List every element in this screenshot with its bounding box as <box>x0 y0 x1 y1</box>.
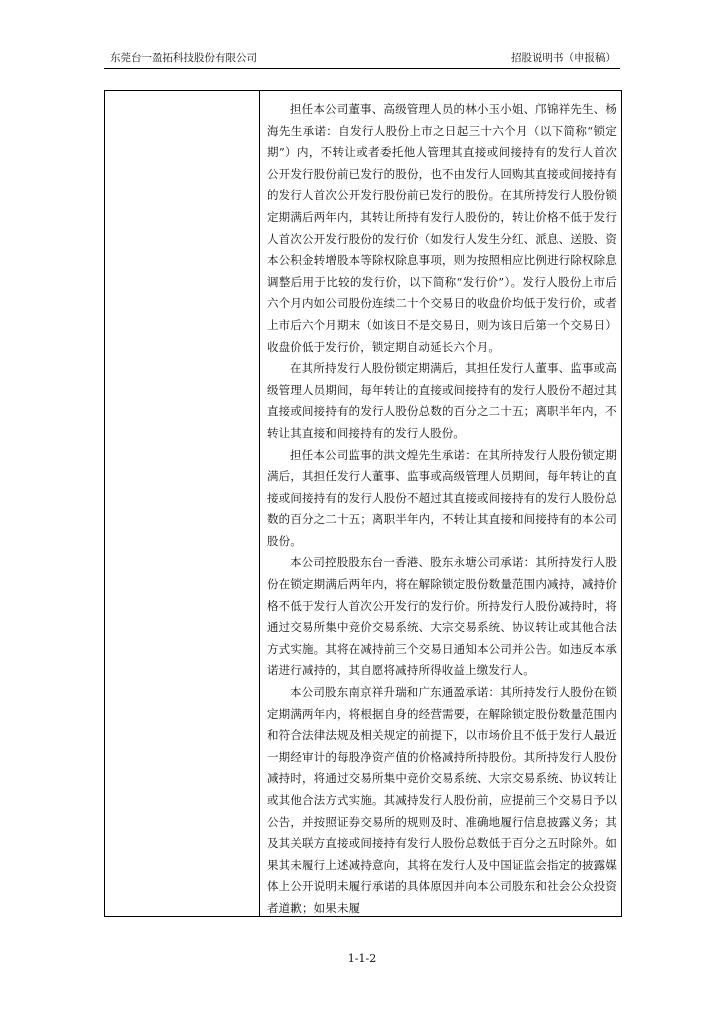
header-rule <box>104 68 620 69</box>
content-table <box>104 90 622 917</box>
paragraph-supervisor-commitment: 担任本公司监事的洪文煌先生承诺：在其所持发行人股份锁定期满后，其担任发行人董事、监事或高级管理人员期间，每年转让的直接或间接持有的发行人股份不超过其直接或间接持有的发行人股份总数的百分之二十五；离职半年内，不转让其直接和间接持有的本公司股份。 <box>267 447 617 548</box>
paragraph-executives-transfer-limit: 在其所持发行人股份锁定期满后，其担任发行人董事、监事或高级管理人员期间，每年转让的直接或间接持有的发行人股份不超过其直接或间接持有的发行人股份总数的百分之二十五；离职半年内，不转让其直接和间接持有的发行人股份。 <box>267 361 617 440</box>
paragraph-shareholders-commitment: 本公司股东南京祥升瑞和广东通盈承诺：其所持发行人股份在锁定期满两年内，将根据自身的经营需要，在解除锁定股份数量范围内和符合法律法规及相关规定的前提下，以市场价且不低于发行人最近一期经审计的每股净资产值的价格减持所持股份。其所持发行人股份减持时，将通过交易所集中竞价交易系统、大宗交易系统、协议转让或其他合法方式实施。其减持发行人股份前，应提前三个交易日予以公告，并按照证券交易所的规则及时、准确地履行信息披露义务；其及其关联方直接或间接持有发行人股份总数低于百分之五时除外。如果其未履行上述减持意向，其将在发行人及中国证监会指定的披露媒体上公开说明未履行承诺的具体原因并向本公司股东和社会公众投资者道歉；如果未履 <box>267 685 617 915</box>
commitment-text-cell <box>267 99 617 920</box>
paragraph-controlling-shareholder-commitment: 本公司控股股东台一香港、股东永塘公司承诺：其所持发行人股份在锁定期满后两年内，将在解除锁定股份数量范围内减持，减持价格不低于发行人首次公开发行的发行价。所持发行人股份减持时，将通过交易所集中竞价交易系统、大宗交易系统、协议转让或其他合法方式实施。其将在减持前三个交易日通知本公司并公告。如违反本承诺进行减持的，其自愿将减持所得收益上缴发行人。 <box>267 555 617 678</box>
company-name: 东莞台一盈拓科技股份有限公司 <box>110 52 257 64</box>
page-header <box>104 50 620 66</box>
page-number: 1-1-2 <box>347 952 377 965</box>
document-title: 招股说明书（申报稿） <box>511 52 616 64</box>
paragraph-executives-commitment: 担任本公司董事、高级管理人员的林小玉小姐、邝锦祥先生、杨海先生承诺：自发行人股份上市之日起三十六个月（以下简称“锁定期”）内，不转让或者委托他人管理其直接或间接持有的发行人首次公开发行股份前已发行的股份，也不由发行人回购其直接或间接持有的发行人首次公开发行股份前已发行的股份。在其所持发行人股份锁定期满后两年内，其转让所持有发行人股份的，转让价格不低于发行人首次公开发行股份的发行价（如发行人发生分红、派息、送股、资本公积金转增股本等除权除息事项，则为按照相应比例进行除权除息调整后用于比较的发行价，以下简称“发行价”）。发行人股份上市后六个月内如公司股份连续二十个交易日的收盘价均低于发行价，或者上市后六个月期末（如该日不是交易日，则为该日后第一个交易日）收盘价低于发行价，锁定期自动延长六个月。 <box>267 102 617 354</box>
column-divider <box>259 91 260 916</box>
